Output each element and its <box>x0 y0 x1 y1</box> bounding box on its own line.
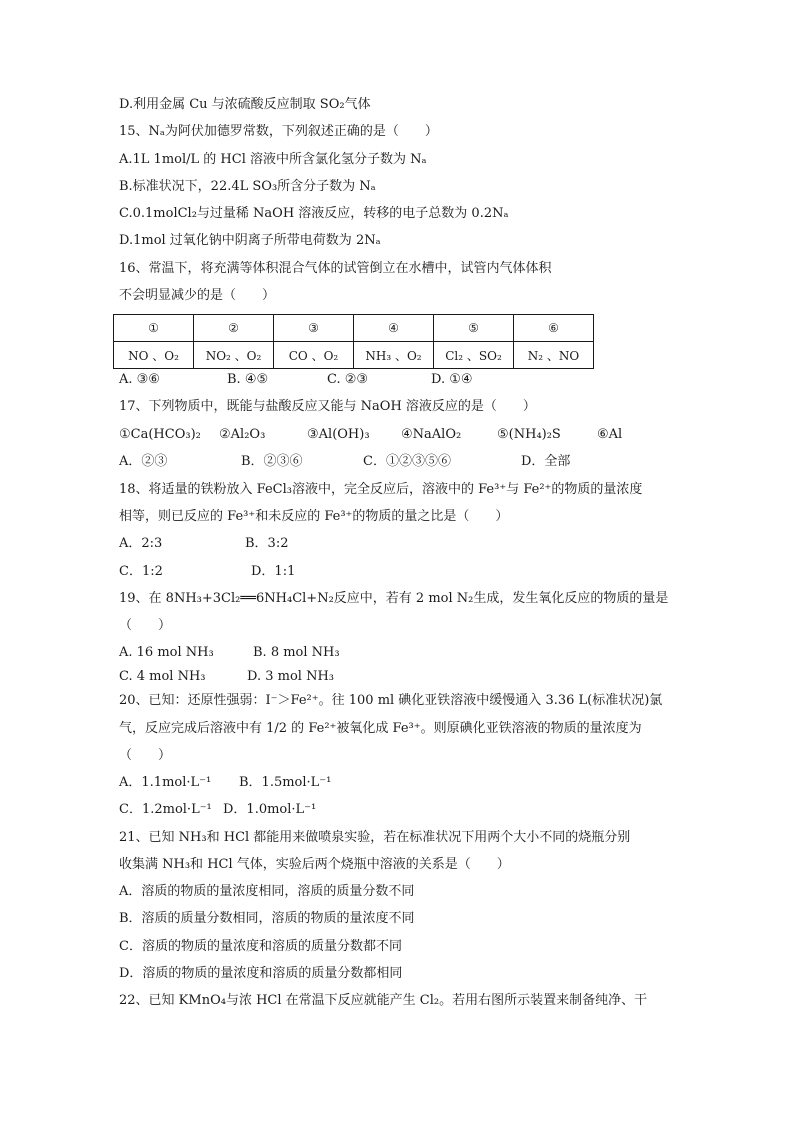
q16-table-gas-row <box>114 342 594 369</box>
q17-item-6: ⑥Al <box>597 427 623 442</box>
q20-stem-line2: 气，反应完成后溶液中有 1/2 的 Fe²⁺被氧化成 Fe³⁺。则原碘化亚铁溶液的物质的量浓度为 <box>119 721 642 736</box>
q20-options-row1 <box>119 774 331 792</box>
q16-header-4: ④ <box>354 315 434 342</box>
q18-stem-line1: 18、将适量的铁粉放入 FeCl₃溶液中，完全反应后，溶液中的 Fe³⁺与 Fe²⁺的物质的量浓度 <box>119 482 643 497</box>
q18-option-d: D．1:1 <box>251 564 296 579</box>
q16-header-1: ① <box>114 315 194 342</box>
q21-stem-line1: 21、已知 NH₃和 HCl 都能用来做喷泉实验，若在标准状况下用两个大小不同的烧瓶分别 <box>119 830 631 845</box>
q20-option-c: C．1.2mol·L⁻¹ <box>119 802 212 817</box>
q15-option-c: C.0.1molCl₂与过量稀 NaOH 溶液反应，转移的电子总数为 0.2Nₐ <box>119 206 509 221</box>
q15-option-d: D.1mol 过氧化钠中阴离子所带电荷数为 2Nₐ <box>119 233 381 248</box>
q20-option-d: D．1.0mol·L⁻¹ <box>223 802 317 817</box>
q20-option-a: A．1.1mol·L⁻¹ <box>119 775 212 790</box>
q19-option-c: C. 4 mol NH₃ <box>119 669 206 684</box>
q17-options <box>119 453 570 471</box>
q16-gas-table <box>113 314 594 369</box>
q21-option-b: B．溶质的质量分数相同，溶质的物质的量浓度不同 <box>119 911 415 926</box>
q16-cell-6: N₂ 、NO <box>514 342 594 369</box>
q21-stem-line2: 收集满 NH₃和 HCl 气体，实验后两个烧瓶中溶液的关系是（ ） <box>119 857 510 872</box>
q17-item-1: ①Ca(HCO₃)₂ <box>119 427 201 442</box>
q20-stem-line3: （ ） <box>119 748 172 763</box>
q16-header-6: ⑥ <box>514 315 594 342</box>
q19-options-row2 <box>119 668 334 686</box>
q15-option-b: B.标准状况下，22.4L SO₃所含分子数为 Nₐ <box>119 179 376 194</box>
q16-header-5: ⑤ <box>434 315 514 342</box>
q17-stem: 17、下列物质中，既能与盐酸反应又能与 NaOH 溶液反应的是（ ） <box>119 399 536 414</box>
q21-option-a: A．溶质的物质的量浓度相同，溶质的质量分数不同 <box>119 884 415 899</box>
q18-option-a: A．2:3 <box>119 536 163 551</box>
q18-option-c: C．1:2 <box>119 564 163 579</box>
q16-cell-2: NO₂ 、O₂ <box>194 342 274 369</box>
q18-option-b: B．3:2 <box>245 536 289 551</box>
q20-stem-line1: 20、已知：还原性强弱：I⁻＞Fe²⁺。往 100 ml 碘化亚铁溶液中缓慢通入 3.36 L(标准状况)氯 <box>119 693 663 708</box>
q21-option-d: D．溶质的物质的量浓度和溶质的质量分数都相同 <box>119 966 403 981</box>
q19-option-a: A. 16 mol NH₃ <box>119 645 214 660</box>
q17-item-2: ②Al₂O₃ <box>219 427 266 442</box>
q17-option-a: A．②③ <box>119 454 168 469</box>
q16-stem-line1: 16、常温下，将充满等体积混合气体的试管倒立在水槽中，试管内气体体积 <box>119 261 552 276</box>
q17-item-3: ③Al(OH)₃ <box>307 427 370 442</box>
q19-stem-line1: 19、在 8NH₃+3Cl₂══6NH₄Cl+N₂反应中，若有 2 mol N₂生成，发生氧化反应的物质的量是 <box>119 591 669 606</box>
q16-cell-5: Cl₂ 、SO₂ <box>434 342 514 369</box>
q17-option-c: C．①②③⑤⑥ <box>363 454 451 469</box>
q17-option-d: D．全部 <box>521 454 571 469</box>
q17-items <box>119 426 622 444</box>
q16-stem-line2: 不会明显减少的是（ ） <box>119 288 276 303</box>
q20-option-b: B．1.5mol·L⁻¹ <box>239 775 332 790</box>
q16-options <box>119 371 473 389</box>
q16-cell-4: NH₃ 、O₂ <box>354 342 434 369</box>
q19-option-b: B. 8 mol NH₃ <box>253 645 340 660</box>
q16-option-a: A. ③⑥ <box>119 372 160 387</box>
q17-option-b: B．②③⑥ <box>241 454 303 469</box>
q18-options-row2 <box>119 563 295 581</box>
q21-option-c: C．溶质的物质的量浓度和溶质的质量分数都不同 <box>119 939 402 954</box>
q16-option-b: B. ④⑤ <box>227 372 269 387</box>
q16-header-3: ③ <box>274 315 354 342</box>
q18-stem-line2: 相等，则已反应的 Fe³⁺和未反应的 Fe³⁺的物质的量之比是（ ） <box>119 509 509 524</box>
q16-option-c: C. ②③ <box>327 372 369 387</box>
q15-stem: 15、Nₐ为阿伏加德罗常数，下列叙述正确的是（ ） <box>119 124 438 139</box>
q19-options-row1 <box>119 644 340 662</box>
q16-cell-3: CO 、O₂ <box>274 342 354 369</box>
q19-stem-line2: （ ） <box>119 618 172 633</box>
q17-item-4: ④NaAlO₂ <box>401 427 462 442</box>
q17-item-5: ⑤(NH₄)₂S <box>497 427 561 442</box>
q16-cell-1: NO 、O₂ <box>114 342 194 369</box>
q18-options-row1 <box>119 535 288 553</box>
q19-option-d: D. 3 mol NH₃ <box>247 669 334 684</box>
q16-table-header-row <box>114 315 594 342</box>
q14-option-d: D.利用金属 Cu 与浓硫酸反应制取 SO₂气体 <box>119 97 371 112</box>
q16-header-2: ② <box>194 315 274 342</box>
q15-option-a: A.1L 1mol/L 的 HCl 溶液中所含氯化氢分子数为 Nₐ <box>119 152 427 167</box>
q22-stem-line1: 22、已知 KMnO₄与浓 HCl 在常温下反应就能产生 Cl₂。若用右图所示装置来制备纯净、干 <box>119 993 648 1008</box>
q16-option-d: D. ①④ <box>431 372 473 387</box>
q20-options-row2 <box>119 801 316 819</box>
